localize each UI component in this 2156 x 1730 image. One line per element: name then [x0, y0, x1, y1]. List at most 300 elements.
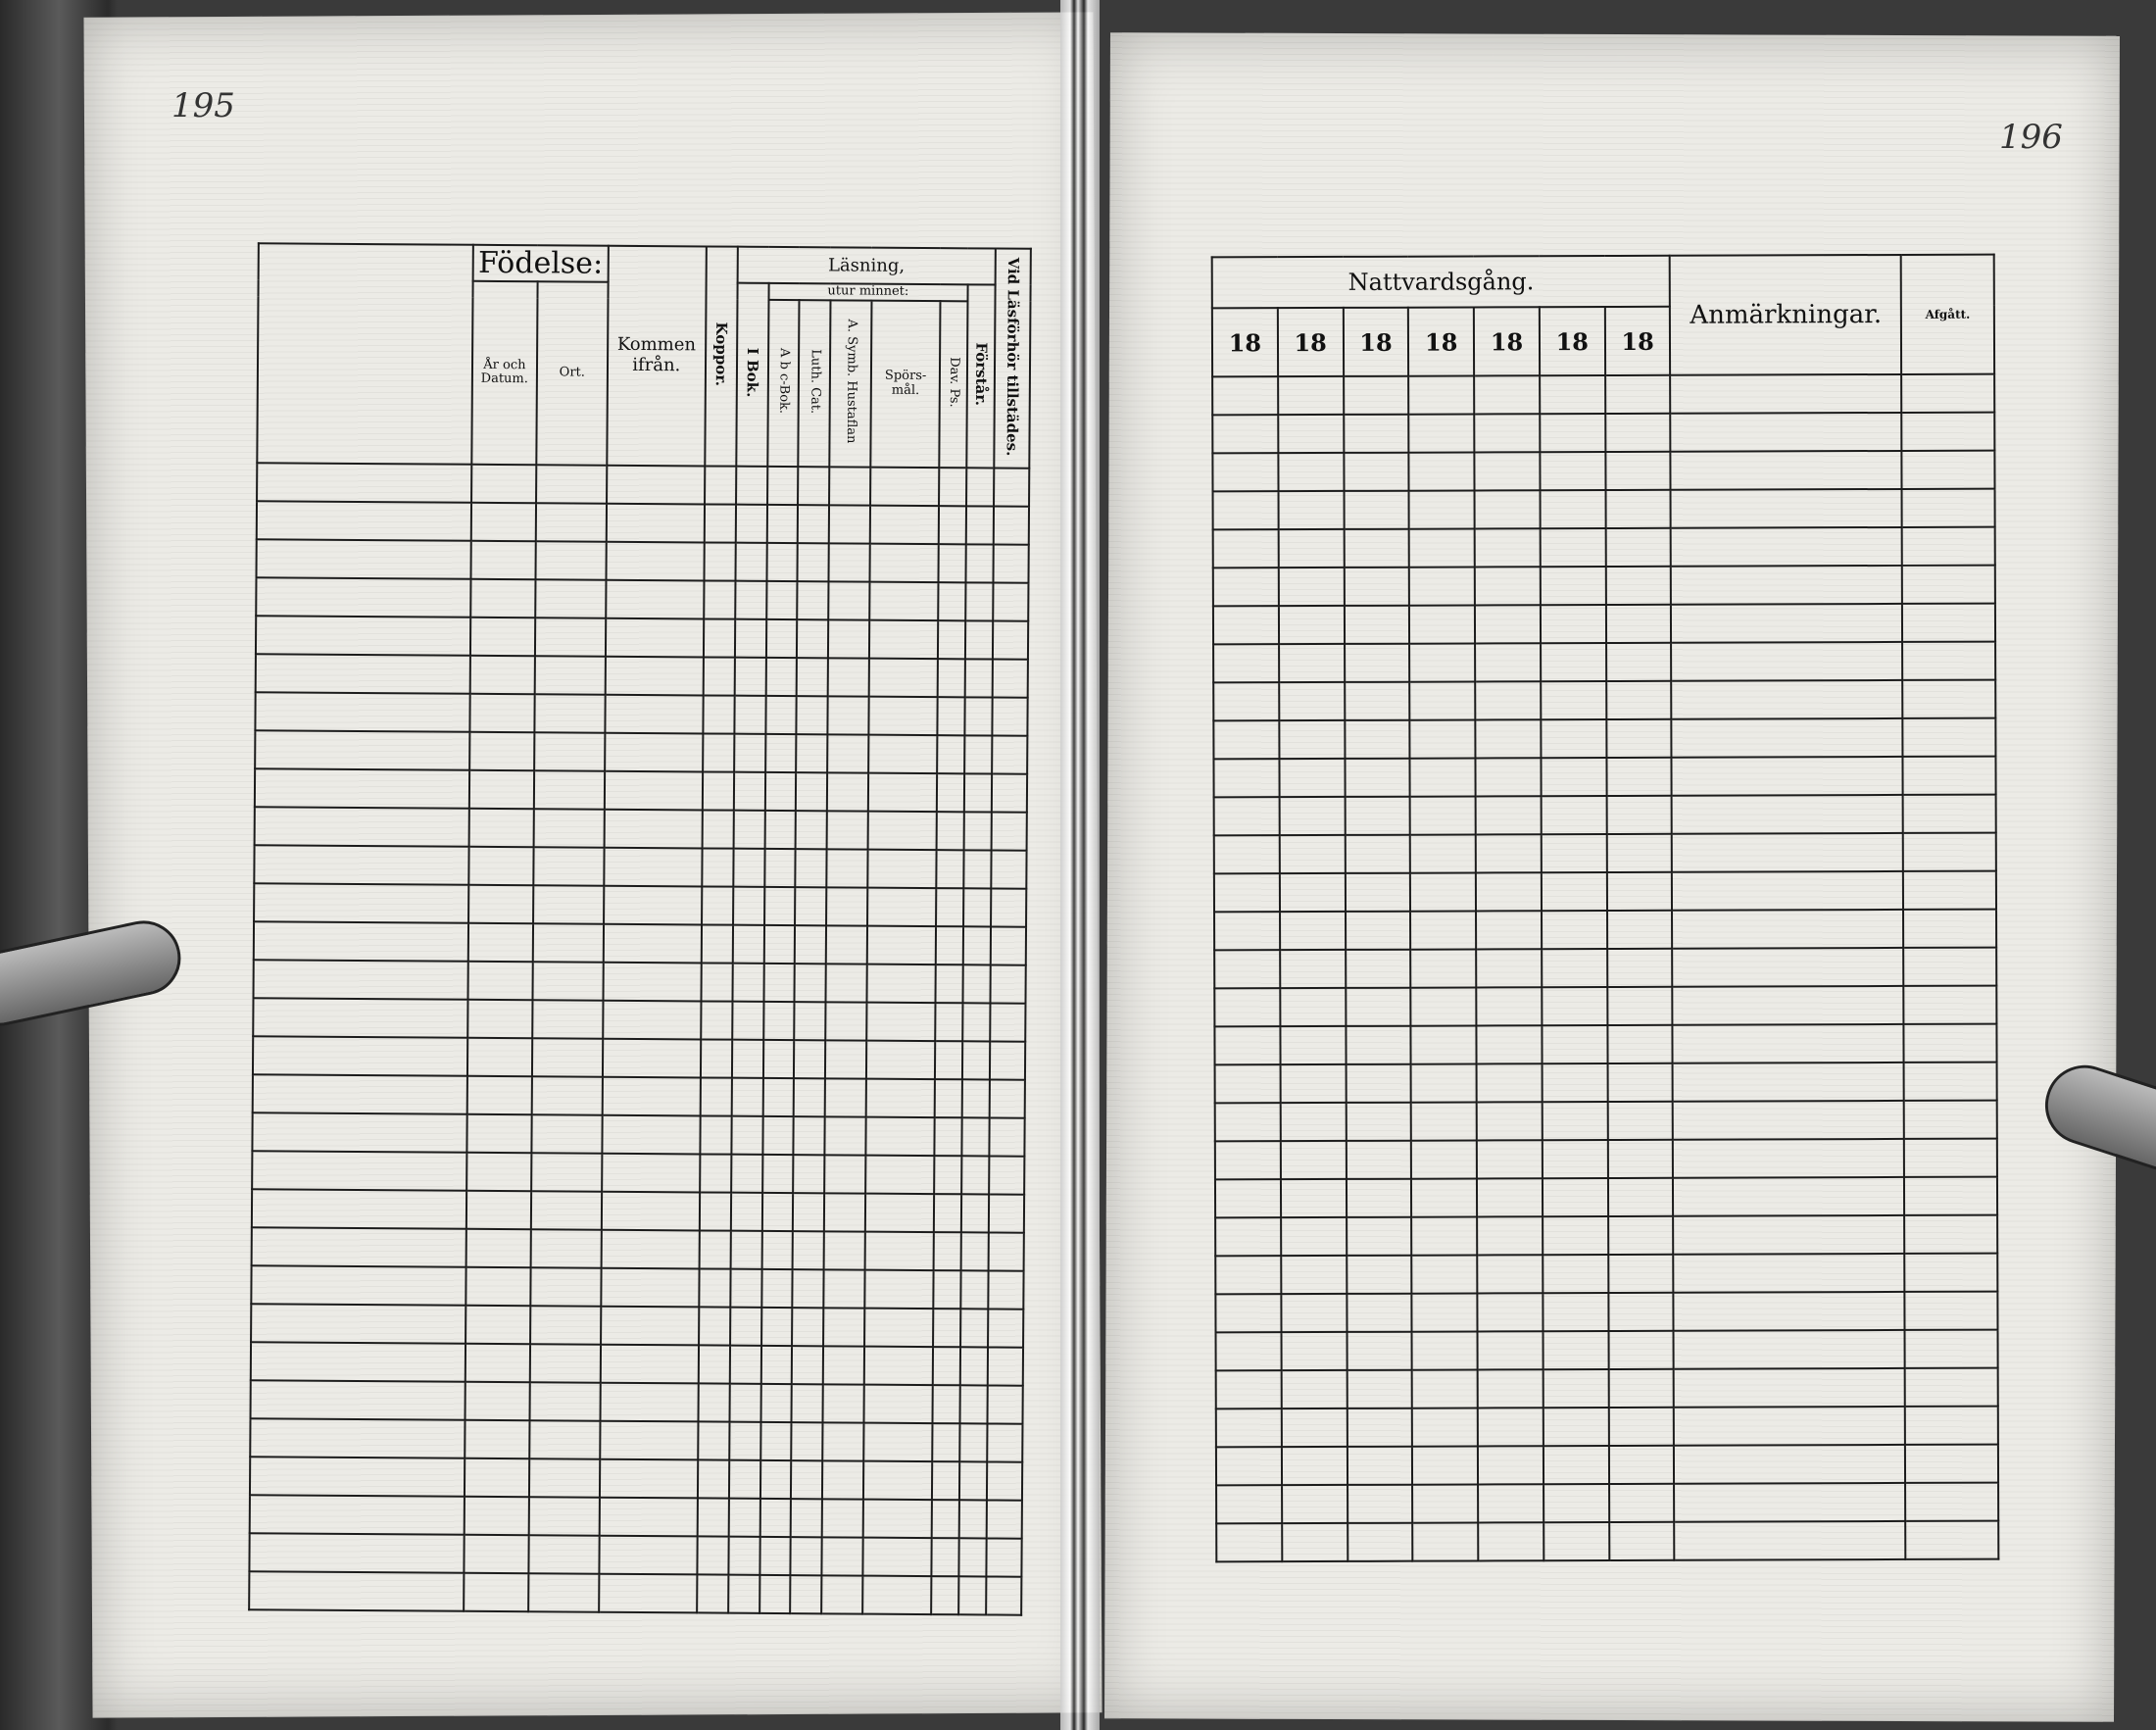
- empty-cell: [1215, 1256, 1281, 1294]
- anmarkningar-header: Anmärkningar.: [1670, 255, 1901, 375]
- table-row: [253, 998, 1025, 1042]
- empty-cell: [1605, 567, 1671, 605]
- empty-cell: [698, 1421, 729, 1459]
- empty-cell: [1344, 376, 1409, 415]
- empty-cell: [1607, 872, 1673, 911]
- empty-cell: [1282, 1409, 1348, 1447]
- empty-cell: [735, 619, 766, 658]
- empty-cell: [532, 1038, 603, 1077]
- empty-cell: [866, 1079, 935, 1117]
- empty-cell: [1903, 795, 1996, 833]
- empty-cell: [862, 1576, 931, 1614]
- empty-cell: [1905, 1445, 1998, 1483]
- empty-cell: [702, 886, 733, 924]
- empty-cell: [933, 1309, 960, 1347]
- table-row: [253, 1036, 1025, 1080]
- empty-cell: [761, 1193, 793, 1231]
- empty-cell: [603, 1077, 701, 1116]
- empty-cell: [1344, 491, 1409, 529]
- empty-cell: [799, 467, 830, 505]
- empty-cell: [869, 697, 938, 735]
- empty-cell: [251, 1380, 466, 1420]
- empty-cell: [1214, 1026, 1280, 1064]
- empty-cell: [1541, 719, 1606, 758]
- table-row: [1215, 1139, 1997, 1180]
- empty-cell: [962, 1003, 990, 1041]
- empty-cell: [534, 732, 605, 771]
- empty-cell: [866, 1003, 935, 1041]
- empty-cell: [697, 1574, 728, 1612]
- empty-cell: [1904, 1254, 1997, 1292]
- empty-cell: [964, 812, 992, 850]
- empty-cell: [935, 1079, 962, 1117]
- table-row: [1214, 833, 1996, 874]
- empty-cell: [1413, 1522, 1479, 1560]
- sporsmal-header: Spörs-mål.: [871, 301, 941, 468]
- empty-cell: [994, 468, 1029, 506]
- table-row: [249, 1571, 1021, 1615]
- empty-cell: [829, 581, 870, 619]
- empty-cell: [471, 503, 536, 541]
- empty-cell: [864, 1347, 933, 1385]
- empty-cell: [764, 887, 796, 925]
- empty-cell: [1345, 797, 1410, 835]
- empty-cell: [865, 1156, 934, 1194]
- empty-cell: [932, 1500, 959, 1538]
- empty-cell: [868, 850, 937, 888]
- empty-cell: [602, 1115, 700, 1155]
- empty-cell: [1410, 834, 1476, 872]
- empty-cell: [938, 659, 965, 697]
- empty-cell: [1904, 1063, 1997, 1101]
- empty-cell: [1348, 1523, 1413, 1561]
- empty-cell: [1213, 606, 1279, 644]
- empty-cell: [961, 1232, 989, 1270]
- empty-cell: [824, 1231, 865, 1269]
- empty-cell: [763, 964, 795, 1002]
- empty-cell: [1542, 834, 1607, 872]
- fodelse-header: Födelse:: [473, 245, 609, 282]
- empty-cell: [1671, 489, 1902, 528]
- empty-cell: [1903, 833, 1996, 871]
- empty-cell: [1673, 1063, 1904, 1102]
- forstar-label: Förstår.: [972, 342, 991, 407]
- empty-cell: [1607, 949, 1673, 987]
- empty-cell: [1282, 1523, 1348, 1561]
- empty-cell: [964, 697, 992, 735]
- empty-cell: [796, 811, 827, 849]
- empty-cell: [535, 618, 606, 657]
- empty-cell: [733, 887, 764, 925]
- empty-cell: [728, 1499, 760, 1537]
- empty-cell: [604, 886, 702, 925]
- table-row: [256, 539, 1028, 583]
- empty-cell: [1279, 644, 1345, 682]
- empty-cell: [1671, 413, 1902, 452]
- empty-cell: [1672, 642, 1903, 681]
- empty-cell: [599, 1574, 697, 1613]
- empty-cell: [823, 1422, 864, 1460]
- empty-cell: [735, 505, 766, 543]
- empty-cell: [731, 1078, 762, 1116]
- table-row: [1213, 566, 1995, 607]
- empty-cell: [932, 1538, 959, 1576]
- table-row: [1212, 374, 1994, 416]
- empty-cell: [464, 1535, 528, 1573]
- empty-cell: [253, 1074, 467, 1114]
- empty-cell: [992, 812, 1027, 850]
- empty-cell: [465, 1382, 529, 1420]
- empty-cell: [760, 1460, 792, 1499]
- empty-cell: [825, 1078, 866, 1116]
- empty-cell: [1672, 833, 1903, 872]
- empty-cell: [702, 848, 733, 886]
- empty-cell: [1478, 1522, 1544, 1560]
- empty-cell: [1543, 1331, 1608, 1369]
- empty-cell: [1408, 375, 1474, 414]
- empty-cell: [936, 926, 963, 964]
- empty-cell: [959, 1423, 987, 1461]
- empty-cell: [1674, 1407, 1905, 1446]
- empty-cell: [797, 619, 828, 658]
- empty-cell: [465, 1497, 529, 1535]
- empty-cell: [959, 1500, 987, 1538]
- empty-cell: [530, 1344, 601, 1383]
- empty-cell: [1478, 1408, 1544, 1446]
- empty-cell: [760, 1499, 791, 1537]
- empty-cell: [729, 1460, 760, 1499]
- empty-cell: [1278, 376, 1344, 415]
- empty-cell: [1671, 604, 1902, 643]
- empty-cell: [466, 1229, 530, 1267]
- empty-cell: [869, 659, 938, 697]
- empty-cell: [1475, 567, 1541, 605]
- empty-cell: [734, 772, 765, 811]
- empty-cell: [1412, 1484, 1478, 1522]
- empty-cell: [1902, 566, 1995, 604]
- empty-cell: [963, 926, 991, 964]
- empty-cell: [1674, 1330, 1905, 1369]
- empty-cell: [1605, 528, 1671, 567]
- empty-cell: [986, 1538, 1021, 1576]
- table-row: [1215, 1101, 1997, 1142]
- empty-cell: [963, 964, 991, 1003]
- empty-cell: [1902, 489, 1995, 527]
- empty-cell: [605, 657, 703, 696]
- empty-cell: [1544, 1446, 1609, 1484]
- empty-cell: [933, 1347, 960, 1385]
- empty-cell: [797, 734, 828, 772]
- empty-cell: [1476, 758, 1542, 796]
- table-row: [257, 501, 1029, 545]
- empty-cell: [989, 1156, 1024, 1194]
- right-register-table: [1211, 254, 2000, 1563]
- empty-cell: [822, 1575, 863, 1613]
- table-row: [1213, 527, 1995, 568]
- empty-cell: [1477, 1178, 1543, 1216]
- empty-cell: [823, 1384, 864, 1422]
- empty-cell: [1609, 1446, 1675, 1484]
- empty-cell: [256, 539, 470, 579]
- empty-cell: [1673, 1177, 1904, 1216]
- empty-cell: [1608, 1255, 1674, 1293]
- folio-number-left: 195: [172, 86, 235, 125]
- empty-cell: [1541, 758, 1606, 796]
- empty-cell: [1674, 1445, 1905, 1484]
- empty-cell: [528, 1573, 599, 1612]
- empty-cell: [791, 1537, 822, 1575]
- table-row: [255, 807, 1027, 851]
- table-row: [1213, 604, 1995, 645]
- empty-cell: [600, 1498, 698, 1537]
- empty-cell: [792, 1384, 823, 1422]
- table-row: [255, 768, 1027, 813]
- empty-cell: [1902, 642, 1995, 680]
- empty-cell: [1281, 1332, 1347, 1370]
- empty-cell: [1409, 567, 1475, 605]
- empty-cell: [603, 1039, 701, 1078]
- empty-cell: [536, 465, 607, 504]
- empty-cell: [605, 733, 703, 772]
- empty-cell: [1673, 1024, 1904, 1063]
- empty-cell: [762, 1078, 794, 1116]
- empty-cell: [1903, 948, 1996, 986]
- empty-cell: [764, 772, 796, 811]
- empty-cell: [1903, 757, 1996, 795]
- empty-cell: [1904, 1101, 1997, 1139]
- table-row: [251, 1380, 1023, 1424]
- empty-cell: [731, 1116, 762, 1155]
- a-symb-label: A. Symb. Hustaflan: [843, 319, 859, 444]
- empty-cell: [868, 735, 937, 773]
- table-row: [1215, 1215, 1997, 1257]
- empty-cell: [1606, 758, 1672, 796]
- empty-cell: [1904, 1139, 1997, 1177]
- empty-cell: [1346, 912, 1411, 950]
- empty-cell: [252, 1227, 466, 1267]
- empty-cell: [1543, 1216, 1608, 1255]
- empty-cell: [535, 579, 606, 618]
- table-row: [1216, 1368, 1998, 1409]
- empty-cell: [1409, 414, 1475, 452]
- empty-cell: [528, 1535, 599, 1574]
- empty-cell: [600, 1459, 698, 1499]
- empty-cell: [1901, 413, 1994, 451]
- empty-cell: [1542, 949, 1607, 987]
- empty-cell: [1541, 528, 1606, 567]
- empty-cell: [936, 850, 963, 888]
- empty-cell: [763, 1040, 795, 1078]
- empty-cell: [826, 925, 867, 964]
- empty-cell: [1346, 1141, 1411, 1179]
- empty-cell: [765, 734, 797, 772]
- empty-cell: [531, 1153, 602, 1192]
- empty-cell: [253, 998, 467, 1038]
- empty-cell: [1608, 1408, 1674, 1446]
- empty-cell: [793, 1308, 824, 1346]
- empty-cell: [1213, 568, 1279, 606]
- empty-cell: [1347, 1447, 1412, 1485]
- empty-cell: [1673, 1101, 1904, 1140]
- empty-cell: [703, 695, 734, 733]
- empty-cell: [1477, 1102, 1543, 1140]
- empty-cell: [1905, 1407, 1998, 1445]
- empty-cell: [1410, 681, 1476, 719]
- empty-cell: [702, 810, 733, 848]
- empty-cell: [960, 1347, 988, 1385]
- empty-cell: [1346, 1026, 1411, 1064]
- table-row: [255, 730, 1027, 774]
- empty-cell: [986, 1576, 1021, 1614]
- koppor-label: Koppor.: [711, 321, 731, 387]
- empty-cell: [1901, 374, 1994, 413]
- empty-cell: [863, 1500, 932, 1538]
- empty-cell: [826, 1002, 867, 1040]
- empty-cell: [700, 1154, 731, 1192]
- empty-cell: [1673, 948, 1904, 987]
- ort-header: Ort.: [536, 281, 608, 465]
- empty-cell: [966, 506, 994, 544]
- empty-cell: [791, 1575, 822, 1613]
- empty-cell: [604, 924, 702, 964]
- empty-cell: [1278, 415, 1344, 453]
- empty-cell: [1214, 873, 1280, 912]
- empty-cell: [605, 695, 703, 734]
- empty-cell: [530, 1229, 601, 1268]
- empty-cell: [536, 503, 607, 542]
- empty-cell: [961, 1194, 989, 1232]
- table-row: [252, 1151, 1024, 1195]
- empty-cell: [1541, 605, 1606, 643]
- ar-och-datum-header: År och Datum.: [471, 281, 537, 465]
- empty-cell: [249, 1571, 464, 1611]
- empty-cell: [1609, 1484, 1675, 1522]
- empty-cell: [987, 1423, 1022, 1461]
- empty-cell: [1215, 1217, 1281, 1256]
- empty-cell: [533, 847, 604, 886]
- empty-cell: [867, 888, 936, 926]
- empty-cell: [699, 1345, 730, 1383]
- empty-cell: [866, 1117, 935, 1156]
- empty-cell: [1903, 871, 1996, 910]
- year-header: 18: [1408, 307, 1474, 375]
- empty-cell: [1475, 452, 1541, 490]
- empty-cell: [1608, 1369, 1674, 1408]
- empty-cell: [796, 849, 827, 887]
- empty-cell: [1608, 1178, 1674, 1216]
- empty-cell: [254, 845, 468, 885]
- empty-cell: [1542, 1063, 1607, 1102]
- empty-cell: [1347, 1179, 1412, 1217]
- year-header: 18: [1540, 307, 1605, 375]
- empty-cell: [1543, 1178, 1608, 1216]
- empty-cell: [993, 544, 1028, 582]
- empty-cell: [1412, 1255, 1478, 1293]
- empty-cell: [1347, 1370, 1412, 1409]
- empty-cell: [1476, 949, 1542, 987]
- table-row: [254, 883, 1026, 927]
- empty-cell: [732, 1040, 763, 1078]
- empty-cell: [1216, 1447, 1282, 1485]
- empty-cell: [704, 504, 735, 542]
- empty-cell: [1282, 1447, 1348, 1485]
- empty-cell: [1280, 912, 1346, 950]
- empty-cell: [1542, 1025, 1607, 1063]
- empty-cell: [1605, 375, 1671, 414]
- empty-cell: [965, 582, 993, 620]
- table-row: [251, 1265, 1023, 1310]
- empty-cell: [869, 582, 938, 620]
- empty-cell: [1215, 1179, 1281, 1217]
- empty-cell: [1905, 1483, 1998, 1521]
- empty-cell: [936, 888, 963, 926]
- empty-cell: [1478, 1331, 1544, 1369]
- empty-cell: [731, 1155, 762, 1193]
- empty-cell: [1905, 1330, 1998, 1368]
- table-row: [256, 616, 1028, 660]
- empty-cell: [795, 925, 826, 964]
- empty-cell: [1346, 1064, 1411, 1103]
- empty-cell: [828, 658, 869, 696]
- empty-cell: [1544, 1369, 1609, 1408]
- empty-cell: [1543, 1140, 1608, 1178]
- empty-cell: [697, 1536, 728, 1574]
- empty-cell: [1409, 490, 1475, 528]
- empty-cell: [1902, 604, 1995, 642]
- empty-cell: [1544, 1408, 1609, 1446]
- table-row: [1214, 871, 1996, 913]
- empty-cell: [464, 1573, 528, 1611]
- empty-cell: [1607, 911, 1673, 949]
- empty-cell: [988, 1347, 1023, 1385]
- utur-minnet-header: utur minnet:: [768, 283, 968, 301]
- empty-cell: [257, 463, 471, 503]
- empty-cell: [823, 1308, 864, 1346]
- empty-cell: [535, 656, 606, 695]
- empty-cell: [1607, 1063, 1673, 1102]
- empty-cell: [704, 618, 735, 657]
- empty-cell: [530, 1306, 601, 1345]
- empty-cell: [1281, 1217, 1347, 1256]
- empty-cell: [1476, 834, 1542, 872]
- empty-cell: [795, 1002, 826, 1040]
- empty-cell: [1214, 912, 1280, 950]
- empty-cell: [601, 1307, 699, 1346]
- empty-cell: [1409, 605, 1475, 643]
- empty-cell: [466, 1344, 530, 1382]
- empty-cell: [935, 1117, 962, 1156]
- empty-cell: [1477, 1063, 1543, 1102]
- empty-cell: [987, 1461, 1022, 1500]
- empty-cell: [1903, 718, 1996, 757]
- empty-cell: [1279, 797, 1345, 835]
- empty-cell: [766, 619, 798, 658]
- kommen-ifran-header: Kommen ifrån.: [607, 246, 706, 467]
- empty-cell: [793, 1231, 824, 1269]
- empty-cell: [870, 506, 939, 544]
- empty-cell: [534, 770, 605, 810]
- empty-cell: [1279, 682, 1345, 720]
- empty-cell: [990, 964, 1025, 1003]
- empty-cell: [1608, 1331, 1674, 1369]
- empty-cell: [960, 1270, 988, 1309]
- table-row: [1216, 1445, 1998, 1486]
- empty-cell: [1345, 759, 1410, 797]
- year-header: 18: [1212, 308, 1278, 376]
- empty-cell: [822, 1537, 863, 1575]
- empty-cell: [865, 1232, 934, 1270]
- empty-cell: [828, 619, 869, 658]
